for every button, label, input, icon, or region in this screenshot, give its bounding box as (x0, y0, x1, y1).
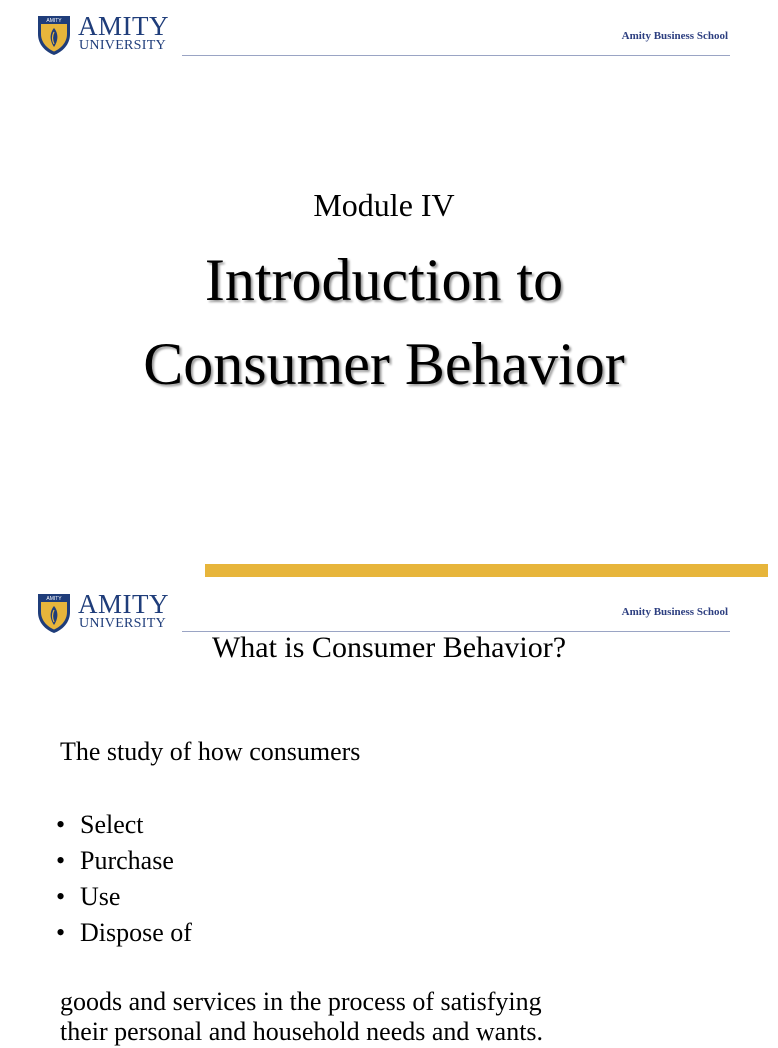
logo-wordmark: AMITY (78, 589, 169, 619)
definition-closing-line-1: goods and services in the process of satisfying (60, 987, 542, 1016)
bullet-glyph: • (56, 918, 66, 947)
shield-badge-text: AMITY (46, 596, 62, 602)
title-line-2: Consumer Behavior (143, 331, 625, 397)
school-name: Amity Business School (621, 30, 728, 42)
definition-closing-line-2: their personal and household needs and wants. (60, 1017, 544, 1046)
bullet-list (56, 807, 192, 951)
logo-subtitle: UNIVERSITY (79, 38, 166, 53)
amity-logo (36, 12, 168, 58)
shield-badge-text: AMITY (46, 18, 62, 24)
list-item (56, 843, 192, 879)
logo-subtitle: UNIVERSITY (79, 616, 166, 631)
list-item (56, 879, 192, 915)
slide-heading: What is Consumer Behavior? (211, 631, 567, 664)
bullet-text: Dispose of (80, 918, 192, 947)
bullet-glyph: • (56, 810, 66, 839)
slide-definition (0, 576, 768, 1046)
module-label: Module IV (313, 187, 455, 223)
logo-wordmark: AMITY (78, 11, 169, 41)
list-item (56, 807, 192, 843)
school-name: Amity Business School (621, 606, 728, 618)
definition-intro: The study of how consumers (60, 737, 361, 766)
title-line-1: Introduction to (204, 247, 564, 313)
bullet-glyph: • (56, 846, 66, 875)
amity-shield-icon (36, 14, 72, 56)
slide-title-text (0, 238, 768, 406)
bullet-text: Use (80, 882, 121, 911)
header-divider (182, 55, 730, 56)
list-item (56, 915, 192, 951)
bullet-text: Purchase (80, 846, 174, 875)
bullet-text: Select (80, 810, 144, 839)
bullet-glyph: • (56, 882, 66, 911)
